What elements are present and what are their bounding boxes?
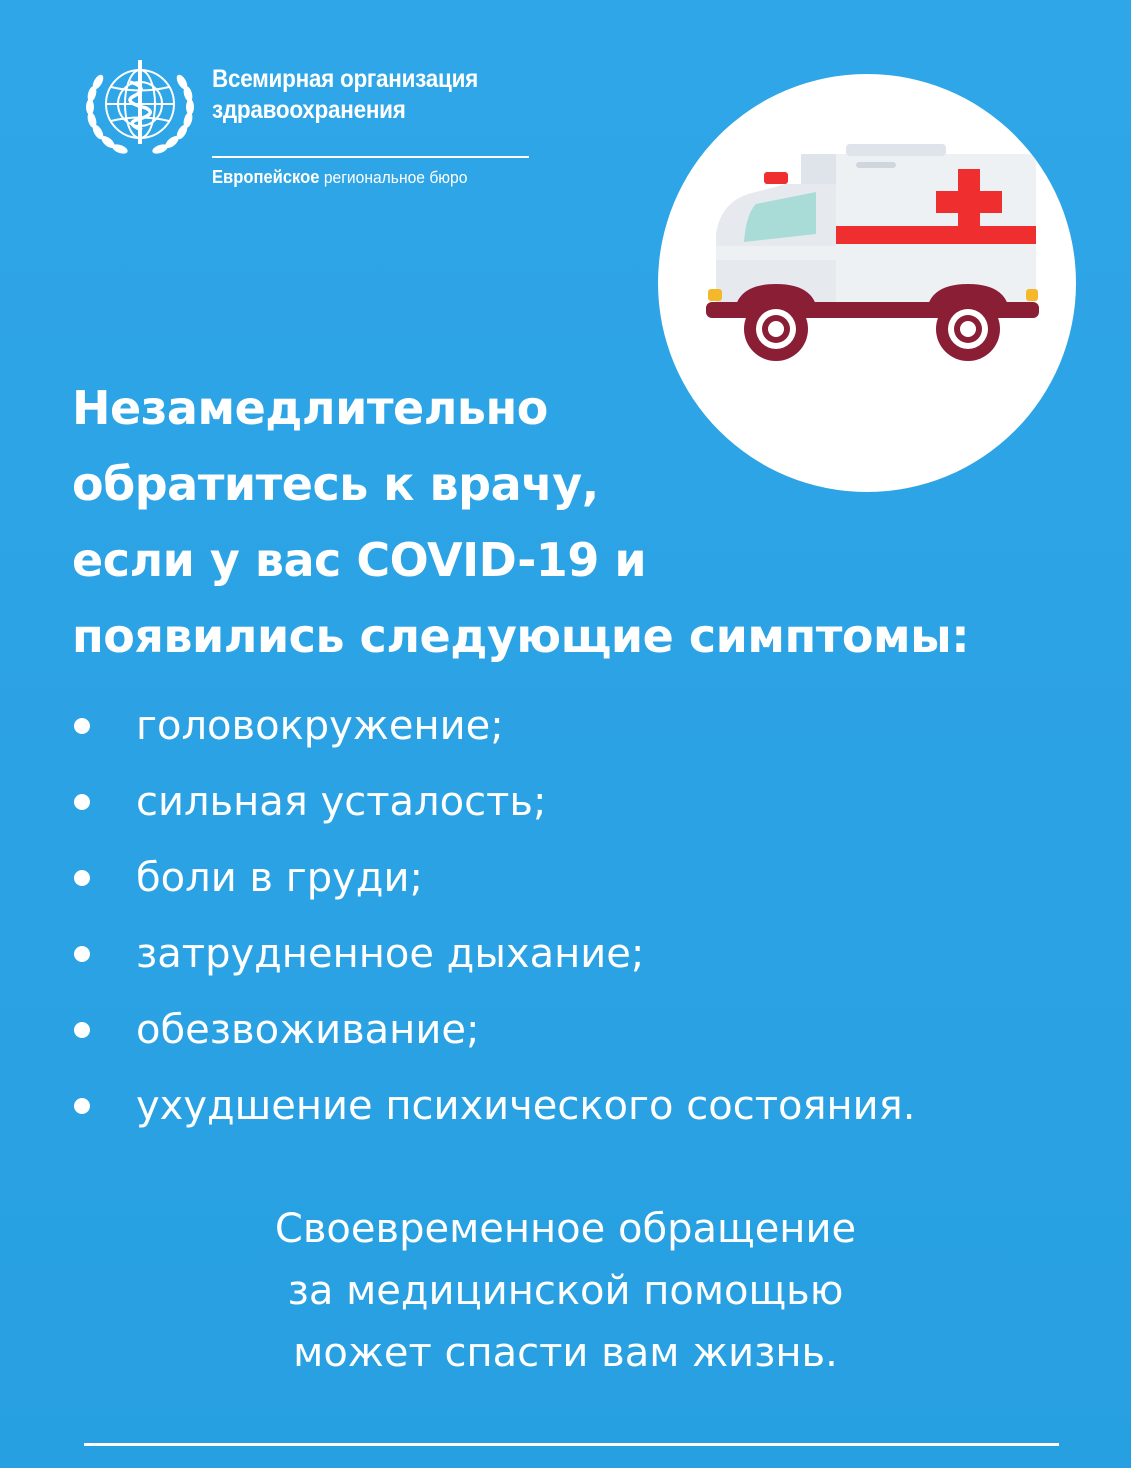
who-emblem-icon bbox=[78, 52, 203, 164]
heading-line: появились следующие симптомы: bbox=[72, 609, 970, 663]
symptom-text: затрудненное дыхание; bbox=[136, 931, 645, 977]
ambulance-icon bbox=[696, 134, 1041, 384]
closing-line: за медицинской помощью bbox=[287, 1268, 844, 1314]
main-heading bbox=[72, 370, 1112, 674]
list-item bbox=[68, 692, 1108, 768]
heading-line: если у вас COVID-19 и bbox=[72, 533, 647, 587]
header-divider bbox=[212, 156, 529, 158]
closing-statement bbox=[0, 1198, 1131, 1384]
bullet-icon bbox=[74, 946, 90, 962]
bullet-icon bbox=[74, 794, 90, 810]
bureau-bold: Европейское bbox=[212, 167, 320, 187]
organization-name-line1: Всемирная организация bbox=[212, 65, 479, 93]
bureau-rest: региональное бюро bbox=[319, 168, 468, 187]
symptom-text: ухудшение психического состояния. bbox=[136, 1083, 916, 1129]
heading-line: обратитесь к врачу, bbox=[72, 457, 599, 511]
list-item bbox=[68, 996, 1108, 1072]
footer-divider bbox=[84, 1443, 1059, 1446]
bullet-icon bbox=[74, 1022, 90, 1038]
symptom-text: головокружение; bbox=[136, 703, 504, 749]
organization-name bbox=[212, 64, 509, 126]
list-item bbox=[68, 768, 1108, 844]
symptom-text: сильная усталость; bbox=[136, 779, 547, 825]
symptom-text: обезвоживание; bbox=[136, 1007, 480, 1053]
bullet-icon bbox=[74, 870, 90, 886]
closing-line: может спасти вам жизнь. bbox=[293, 1330, 838, 1376]
list-item bbox=[68, 1072, 1108, 1148]
list-item bbox=[68, 844, 1108, 920]
symptom-text: боли в груди; bbox=[136, 855, 423, 901]
bullet-icon bbox=[74, 718, 90, 734]
heading-line: Незамедлительно bbox=[72, 381, 548, 435]
list-item bbox=[68, 920, 1108, 996]
symptom-list bbox=[68, 692, 1108, 1148]
regional-bureau bbox=[212, 166, 467, 189]
bullet-icon bbox=[74, 1098, 90, 1114]
organization-name-line2: здравоохранения bbox=[212, 96, 406, 124]
closing-line: Своевременное обращение bbox=[274, 1206, 857, 1252]
